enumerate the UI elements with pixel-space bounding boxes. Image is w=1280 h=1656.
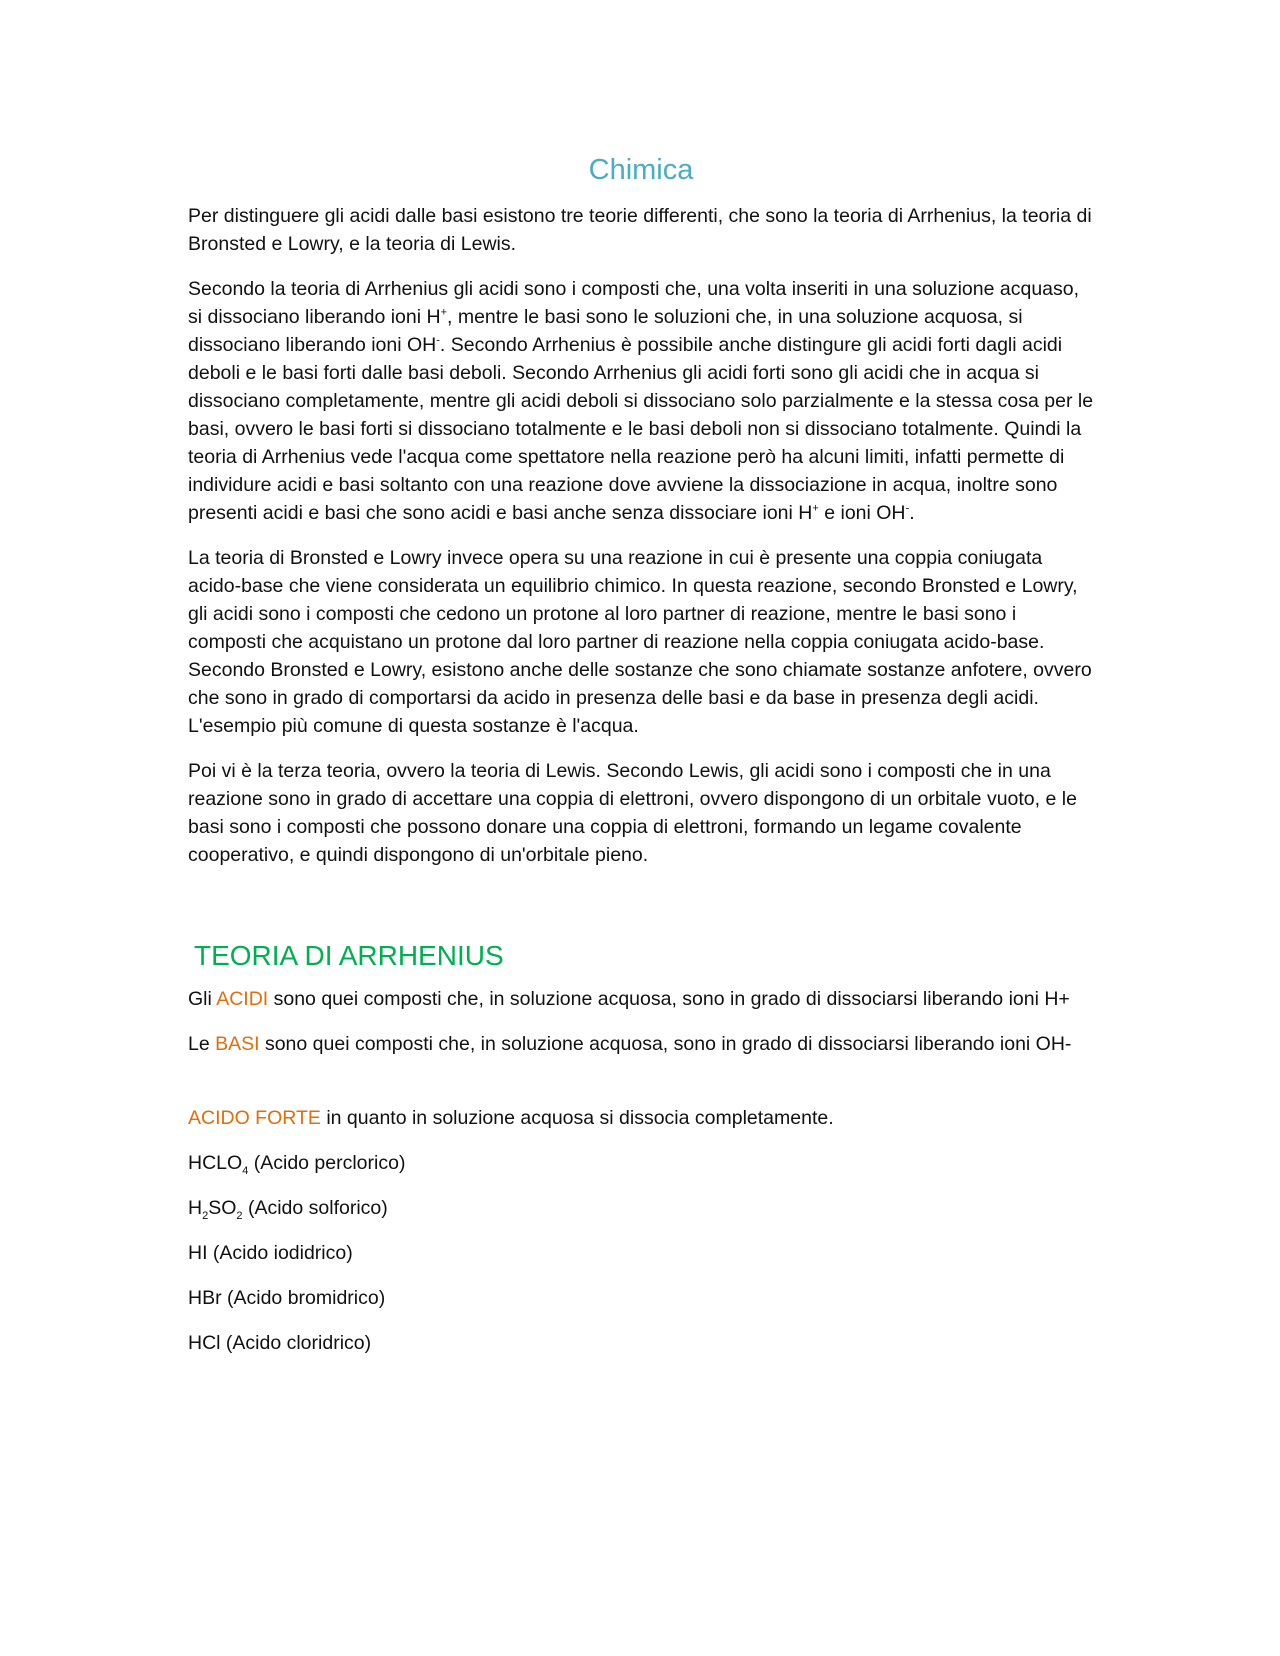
text-run: .	[909, 502, 915, 524]
acidi-highlight: ACIDI	[216, 988, 269, 1010]
document-body	[188, 150, 1094, 1374]
text-run: in quanto in soluzione acquosa si dissocia completamente.	[320, 1107, 834, 1129]
superscript: -	[436, 334, 440, 347]
text-run: (Acido solforico)	[242, 1197, 388, 1219]
subscript: 2	[236, 1209, 243, 1222]
text-run: SO	[208, 1197, 237, 1219]
text-run: (Acido perclorico)	[248, 1152, 406, 1174]
text-run: Secondo la teoria di Arrhenius gli acidi sono i composti che, una volta inseriti in una soluzione acquaso, si dissociano liberando ioni H	[188, 278, 1080, 328]
acid-item	[188, 1194, 1094, 1222]
bronsted-paragraph: La teoria di Bronsted e Lowry invece opera su una reazione in cui è presente una coppia coniugata acido-base che viene considerata un equilibrio chimico. In questa reazione, secondo Bronsted e Lowry, gli acidi sono i composti che cedono un protone al loro partner di reazione, mentre le basi sono i composti che acquistano un protone dal loro partner di reazione nella coppia coniugata acido-base. Secondo Bronsted e Lowry, esistono anche delle sostanze che sono chiamate sostanze anfotere, ovvero che sono in grado di comportarsi da acido in presenza delle basi e da base in presenza degli acidi. L'esempio più comune di questa sostanze è l'acqua.	[188, 547, 1092, 737]
superscript: +	[440, 306, 447, 319]
text-run: . Secondo Arrhenius è possibile anche distingure gli acidi forti dagli acidi deboli e le basi forti dalle basi deboli. Secondo Arrhenius gli acidi forti sono gli acidi che in acqua si dissociano completamente, mentre gli acidi deboli si dissociano solo parzialmente e la stessa cosa per le basi, ovvero le basi forti si dissociano totalmente e le basi deboli non si dissociano totalmente. Quindi la teoria di Arrhenius vede l'acqua come spettatore nella reazione però ha alcuni limiti, infatti permette di individure acidi e basi soltanto con una reazione dove avviene la dissociazione in acqua, inoltre sono presenti acidi e basi che sono acidi e basi anche senza dissociare ioni H	[188, 334, 1094, 524]
lewis-paragraph: Poi vi è la terza teoria, ovvero la teoria di Lewis. Secondo Lewis, gli acidi sono i composti che in una reazione sono in grado di accettare una coppia di elettroni, ovvero dispongono di un orbitale vuoto, e le basi sono i composti che possono donare una coppia di elettroni, formando un legame covalente cooperativo, e quindi dispongono di un'orbitale pieno.	[188, 760, 1077, 866]
arrhenius-paragraph	[188, 275, 1094, 527]
text-run: , mentre le basi sono le soluzioni che, in una soluzione acquosa, si dissociano liberando ioni OH	[188, 306, 1023, 356]
section-heading: TEORIA DI ARRHENIUS	[194, 940, 504, 971]
text-run: sono quei composti che, in soluzione acquosa, sono in grado di dissociarsi liberando ioni OH-	[259, 1033, 1072, 1055]
intro-paragraph: Per distinguere gli acidi dalle basi esistono tre teorie differenti, che sono la teoria di Arrhenius, la teoria di Bronsted e Lowry, e la teoria di Lewis.	[188, 205, 1092, 255]
acido-forte-line	[188, 1104, 1094, 1132]
subscript: 2	[202, 1209, 209, 1222]
page-title: Chimica	[588, 154, 694, 186]
text-run: sono quei composti che, in soluzione acquosa, sono in grado di dissociarsi liberando ioni H+	[268, 988, 1070, 1010]
text-run: HCLO	[188, 1152, 243, 1174]
acido-forte-highlight: ACIDO FORTE	[188, 1107, 321, 1129]
acid-item: HI (Acido iodidrico)	[188, 1242, 353, 1264]
text-run: Le	[188, 1033, 216, 1055]
basi-definition	[188, 1030, 1094, 1058]
acid-item: HCl (Acido cloridrico)	[188, 1332, 372, 1354]
acid-item	[188, 1149, 1094, 1177]
text-run: e ioni OH	[818, 502, 906, 524]
subscript: 4	[242, 1164, 249, 1177]
acidi-definition	[188, 985, 1094, 1013]
text-run: Gli	[188, 988, 217, 1010]
basi-highlight: BASI	[215, 1033, 260, 1055]
acid-item: HBr (Acido bromidrico)	[188, 1287, 386, 1309]
text-run: H	[188, 1197, 203, 1219]
superscript: +	[812, 502, 819, 515]
superscript: -	[905, 502, 910, 515]
